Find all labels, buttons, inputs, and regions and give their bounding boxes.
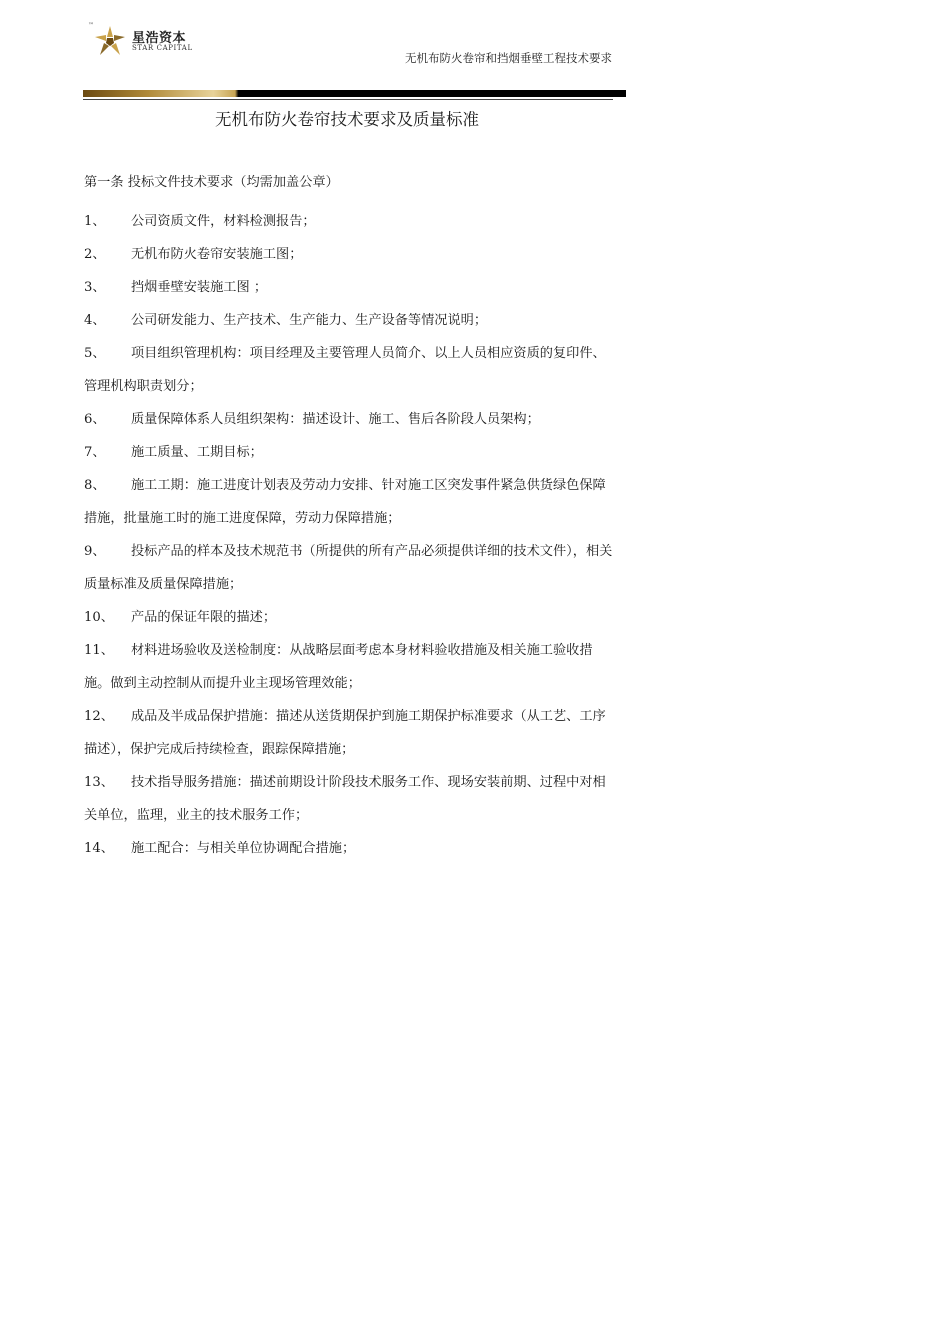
- list-item: [84, 601, 614, 634]
- running-header-title: 无机布防火卷帘和挡烟垂壁工程技术要求: [405, 51, 612, 65]
- list-item-text: 施工配合：与相关单位协调配合措施；: [131, 841, 356, 856]
- list-item-number: 1、: [84, 214, 106, 229]
- header-rule-bar: [83, 90, 626, 97]
- list-item-number: 14、: [84, 841, 114, 856]
- list-item-number: 6、: [84, 412, 106, 427]
- list-item: [84, 469, 614, 535]
- list-item-text: 施工质量、工期目标；: [131, 445, 263, 460]
- list-item-text: 挡烟垂壁安装施工图 ；: [131, 280, 268, 295]
- trademark-symbol: ™: [88, 22, 94, 29]
- list-item: [84, 271, 614, 304]
- list-item-number: 3、: [84, 280, 106, 295]
- list-item-text: 技术指导服务措施：描述前期设计阶段技术服务工作、现场安装前期、过程中对相关单位，监理，业主的技术服务工作；: [84, 775, 606, 823]
- list-item-number: 13、: [84, 775, 114, 790]
- document-body: [84, 172, 614, 865]
- document-title: 无机布防火卷帘技术要求及质量标准: [215, 110, 479, 129]
- list-item-number: 12、: [84, 709, 114, 724]
- list-item-text: 无机布防火卷帘安装施工图；: [131, 247, 303, 262]
- header-rule-thin: [83, 99, 613, 100]
- list-item-text: 质量保障体系人员组织架构：描述设计、施工、售后各阶段人员架构；: [131, 412, 540, 427]
- list-item-number: 2、: [84, 247, 106, 262]
- list-item: [84, 634, 614, 700]
- list-item: [84, 832, 614, 865]
- list-item-text: 施工工期：施工进度计划表及劳动力安排、针对施工区突发事件紧急供货绿色保障措施，批量施工时的施工进度保障，劳动力保障措施；: [84, 478, 606, 526]
- list-item-text: 成品及半成品保护措施：描述从送货期保护到施工期保护标准要求（从工艺、工序描述），保护完成后持续检查，跟踪保障措施；: [84, 709, 606, 757]
- list-item-number: 10、: [84, 610, 114, 625]
- list-item-number: 5、: [84, 346, 106, 361]
- section-heading: 第一条 投标文件技术要求（均需加盖公章）: [84, 175, 339, 190]
- list-item-text: 公司研发能力、生产技术、生产能力、生产设备等情况说明；: [131, 313, 488, 328]
- list-item: [84, 403, 614, 436]
- logo-name-cn: 星浩资本: [132, 31, 187, 46]
- list-item-text: 投标产品的样本及技术规范书（所提供的所有产品必须提供详细的技术文件），相关质量标准及质量保障措施；: [84, 544, 613, 592]
- company-logo: [88, 22, 198, 58]
- list-item: [84, 436, 614, 469]
- list-item: [84, 337, 614, 403]
- list-item: [84, 766, 614, 832]
- list-item-number: 11、: [84, 643, 114, 658]
- list-item: [84, 205, 614, 238]
- list-item-text: 材料进场验收及送检制度：从战略层面考虑本身材料验收措施及相关施工验收措施。做到主动控制从而提升业主现场管理效能；: [84, 643, 593, 691]
- list-item: [84, 700, 614, 766]
- list-item: [84, 238, 614, 271]
- list-item: [84, 304, 614, 337]
- list-item-text: 产品的保证年限的描述；: [131, 610, 277, 625]
- list-item-number: 4、: [84, 313, 106, 328]
- list-item-number: 8、: [84, 478, 106, 493]
- list-item-text: 公司资质文件，材料检测报告；: [131, 214, 316, 229]
- star-logo-icon: [94, 25, 126, 57]
- list-item-number: 9、: [84, 544, 106, 559]
- list-item-number: 7、: [84, 445, 106, 460]
- logo-name-en: STAR CAPITAL: [132, 44, 193, 52]
- list-item: [84, 535, 614, 601]
- requirements-list: [84, 205, 614, 865]
- list-item-text: 项目组织管理机构：项目经理及主要管理人员简介、以上人员相应资质的复印件、管理机构职责划分；: [84, 346, 606, 394]
